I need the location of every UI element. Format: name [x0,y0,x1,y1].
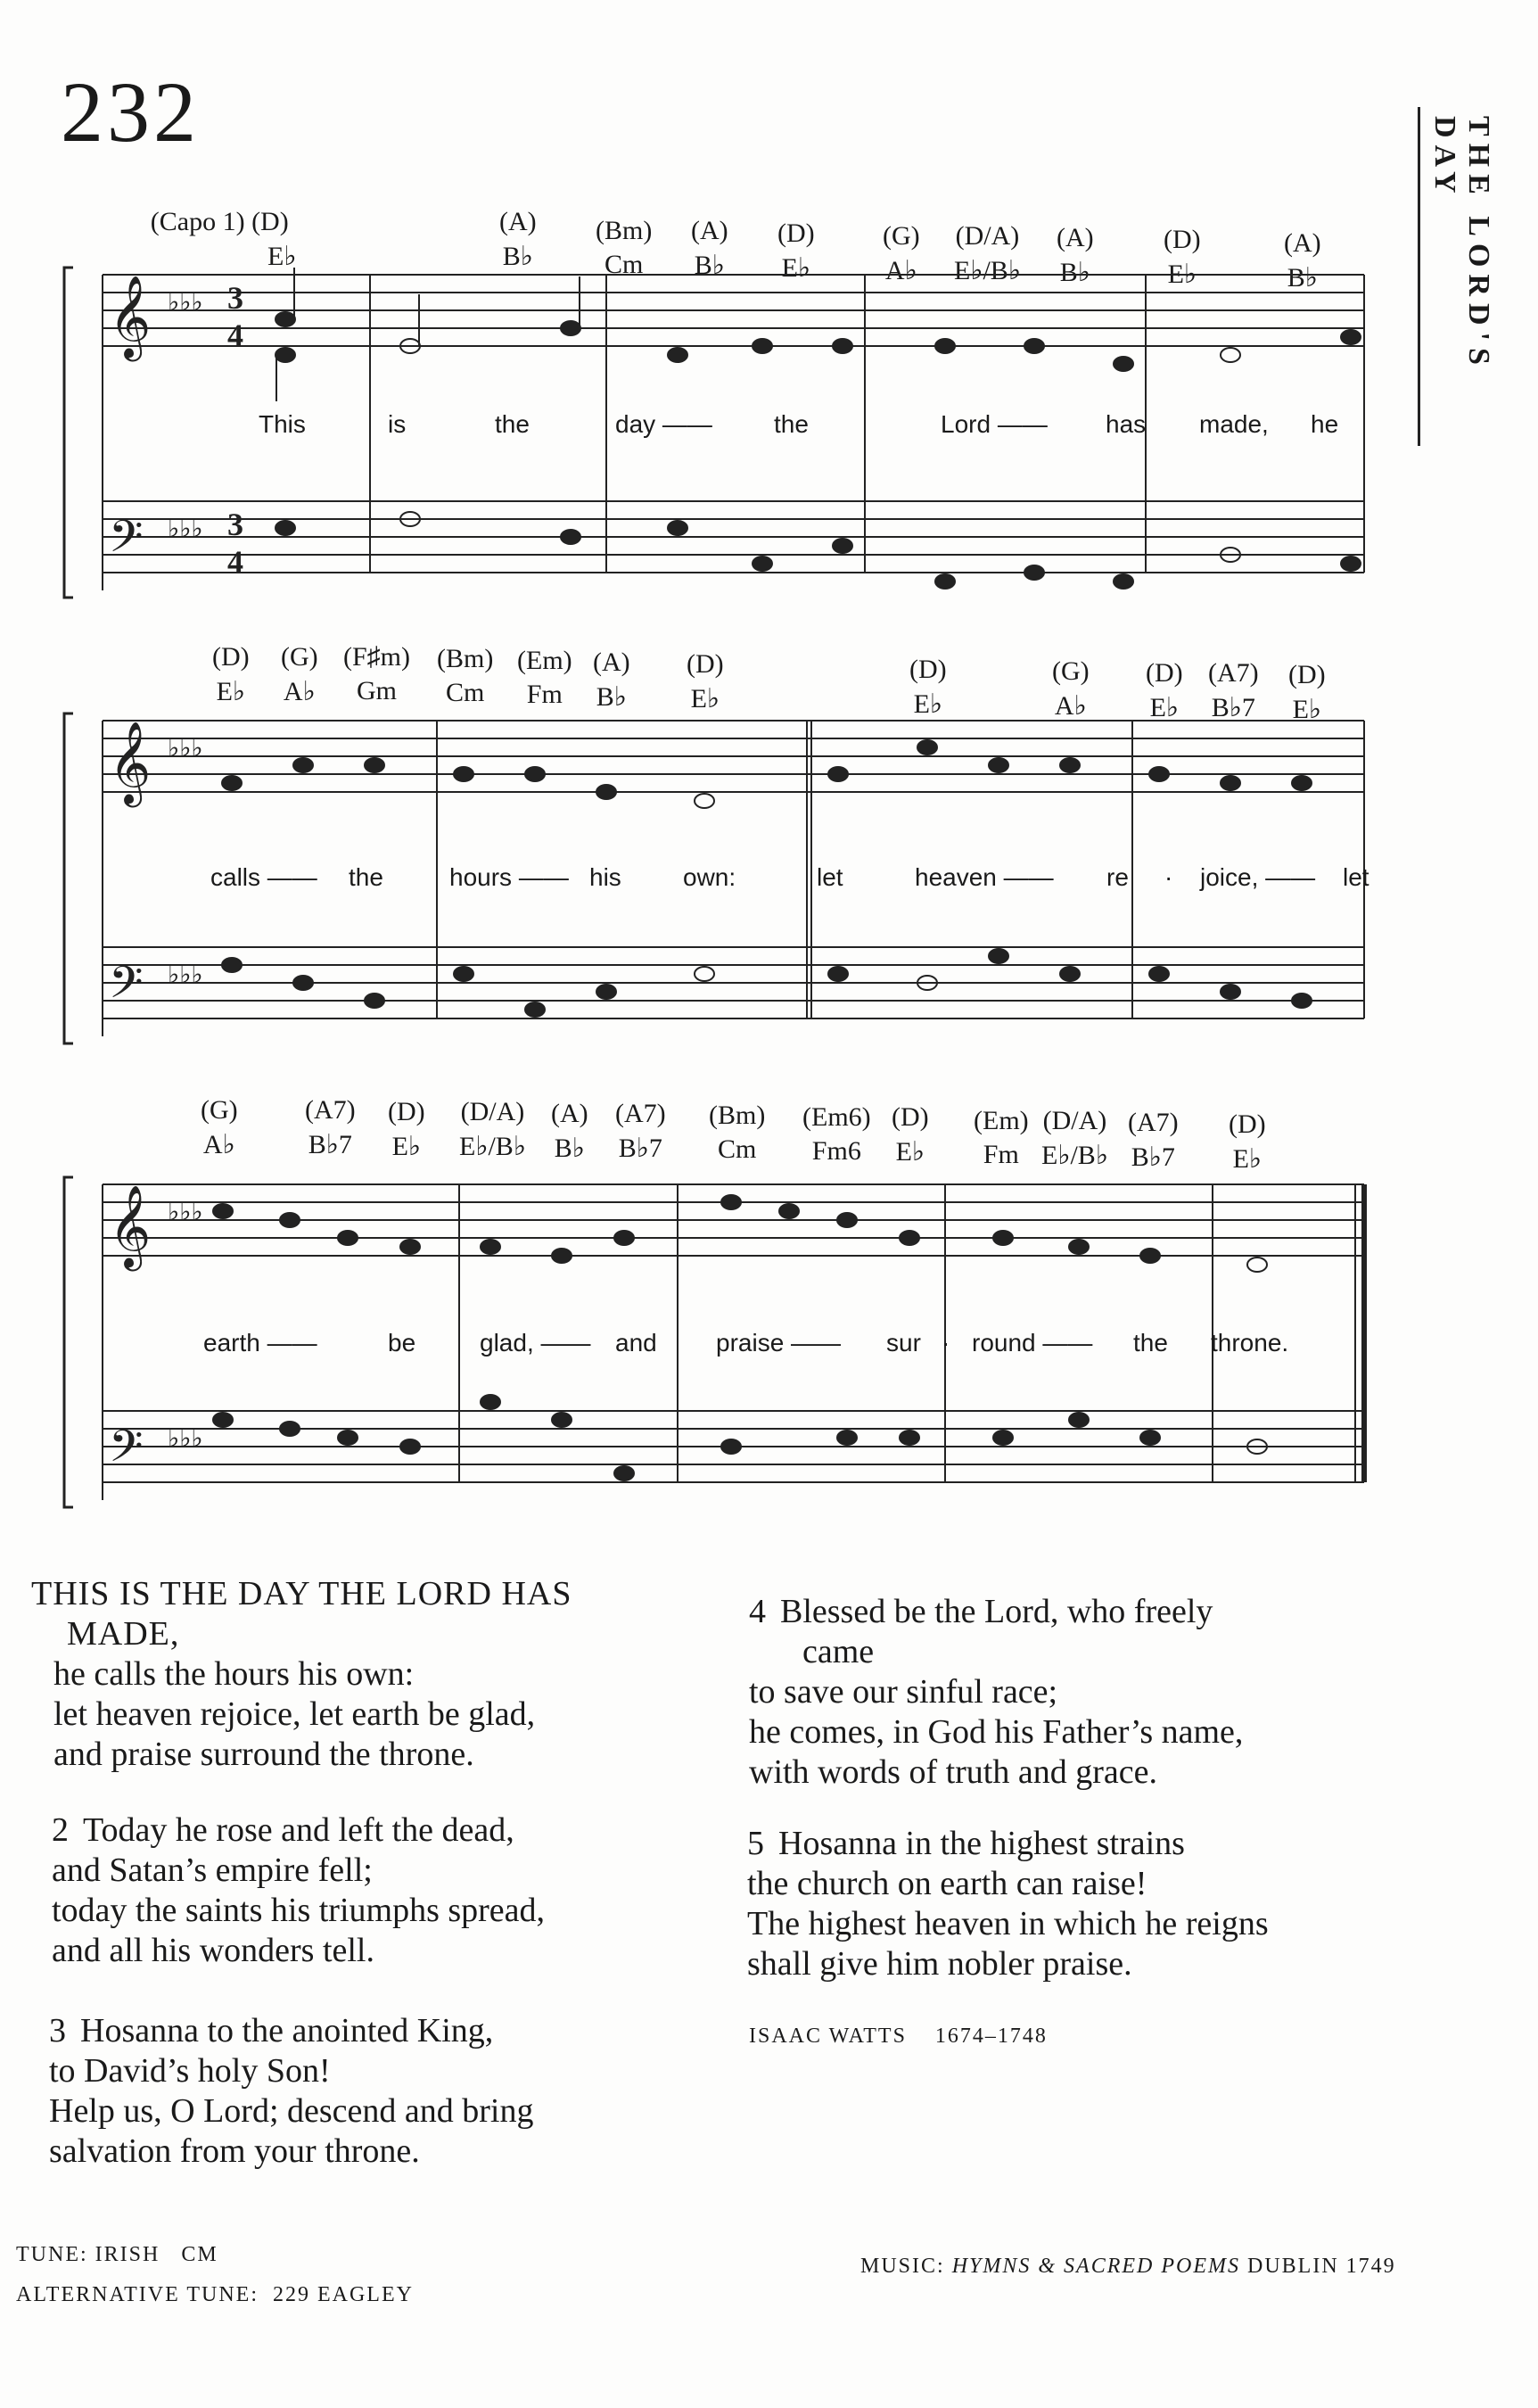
hymn-number: 232 [61,64,200,160]
lyric: This [259,410,306,438]
lyric: let [1343,863,1369,891]
author-dates: 1674–1748 [934,2025,1048,2048]
verse-line: the church on earth can raise! [747,1865,1147,1902]
verse-line: Help us, O Lord; descend and bring [49,2092,534,2130]
verse-line: Today he rose and left the dead, [83,1811,514,1849]
svg-text:♭♭♭: ♭♭♭ [168,1199,203,1226]
lyric: · [942,1329,950,1357]
verse-2 [52,1810,545,1971]
svg-text:♭♭♭: ♭♭♭ [168,515,203,543]
svg-text:4: 4 [227,544,243,580]
lyric: the [495,410,530,438]
chord: (A) B♭ [499,207,537,271]
verse-number: 4 [749,1593,766,1630]
music-prefix: MUSIC: [860,2255,945,2278]
section-tab [1418,107,1495,446]
lyric: joice, —— [1200,863,1316,891]
lyric: be [388,1329,416,1357]
verse-line: came [802,1633,875,1670]
svg-text:♭♭♭: ♭♭♭ [168,1425,203,1453]
chord: (Em) Fm [517,646,572,709]
chord: (G) A♭ [201,1095,238,1159]
music-suffix: DUBLIN 1749 [1247,2255,1396,2278]
lyric: glad, —— [480,1329,591,1357]
chord: (Bm) Cm [709,1101,766,1164]
chord: (A) B♭ [1057,223,1094,287]
chord: (A) B♭ [1284,228,1321,293]
chord: (D) E♭ [777,219,815,283]
lyric: let [817,863,843,891]
chord: (D) E♭ [1164,225,1201,289]
chord: (A) B♭ [551,1099,588,1163]
chord: (D/A) E♭/B♭ [954,221,1021,285]
svg-text:4: 4 [227,317,243,353]
chord: (D) E♭ [687,649,724,713]
author-credit [749,2025,1048,2049]
chord: (Em) Fm [974,1106,1029,1169]
lyric: made, [1199,410,1269,438]
svg-text:𝄞: 𝄞 [109,278,152,357]
chord: (Bm) Cm [437,644,494,707]
chord: (A7) B♭7 [1208,658,1259,722]
lyric: sur [886,1329,921,1357]
lyric: praise —— [716,1329,842,1357]
chord: (D) E♭ [212,642,250,706]
chord: (D) E♭ [1146,658,1183,722]
chord: (G) A♭ [883,221,920,285]
svg-text:3: 3 [227,280,243,316]
staff-notation [53,259,1373,606]
verse-line: MADE, [67,1615,180,1653]
author-name: ISAAC WATTS [749,2025,907,2048]
chord: (A) B♭ [593,647,630,712]
verse-line: today the saints his triumphs spread, [52,1892,546,1929]
lyric: own: [683,863,736,891]
chord: (D/A) E♭/B♭ [459,1097,526,1161]
lyric: hours —— [449,863,569,891]
verse-line: salvation from your throne. [49,2132,420,2170]
verse-line: to David’s holy Son! [49,2052,331,2090]
lyric: and [615,1329,657,1357]
verse-line: and Satan’s empire fell; [52,1851,373,1889]
svg-text:3: 3 [227,507,243,542]
lyric: · [1164,863,1173,891]
chord: (D) E♭ [1288,660,1326,724]
chord: (G) A♭ [281,642,318,706]
music-system-2 [53,705,1373,1061]
verse-line: he comes, in God his Father’s name, [749,1713,1244,1751]
tune-info: TUNE: IRISH CM [16,2243,218,2266]
chord: (G) A♭ [1052,656,1090,721]
verse-line: with words of truth and grace. [749,1753,1157,1791]
music-credit [860,2255,1396,2279]
verse-line: to save our sinful race; [749,1673,1058,1711]
verse-number: 5 [747,1825,764,1862]
verse-number: 2 [52,1811,69,1849]
lyric: is [388,410,407,438]
verse-1 [31,1574,572,1775]
svg-text:♭♭♭: ♭♭♭ [168,961,203,989]
lyric: earth —— [203,1329,317,1357]
verse-line: Blessed be the Lord, who freely [780,1593,1213,1630]
verse-line: he calls the hours his own: [53,1655,415,1693]
lyric: calls —— [210,863,317,891]
verse-first-line: THIS IS THE DAY THE LORD HAS [31,1575,572,1612]
chord: (Em6) Fm6 [802,1102,871,1166]
chord: (D) E♭ [909,655,947,719]
verse-line: let heaven rejoice, let earth be glad, [53,1695,536,1733]
svg-text:𝄢: 𝄢 [109,513,144,572]
lyric: the [774,410,809,438]
lyric: Lord —— [941,410,1048,438]
lyric: throne. [1211,1329,1289,1357]
svg-text:𝄢: 𝄢 [109,959,144,1018]
chord: (D) E♭ [1229,1109,1266,1174]
chord: (A) B♭ [691,216,728,280]
verse-line: and praise surround the throne. [53,1736,474,1773]
verse-4 [749,1592,1243,1793]
music-source: HYMNS & SACRED POEMS [951,2255,1240,2278]
svg-text:𝄞: 𝄞 [109,1188,152,1266]
chord: (A7) B♭7 [305,1095,356,1159]
verse-line: The highest heaven in which he reigns [747,1905,1269,1942]
chord: (F♯m) Gm [343,642,410,705]
chord: (D) E♭ [388,1097,425,1161]
music-system-1 [53,259,1373,606]
lyric: his [589,863,621,891]
lyric: the [1133,1329,1168,1357]
chord: (D/A) E♭/B♭ [1041,1106,1108,1170]
verse-3 [49,2011,534,2172]
lyric: re [1106,863,1129,891]
chord: (A7) B♭7 [615,1099,666,1163]
verse-line: Hosanna in the highest strains [778,1825,1185,1862]
verse-line: shall give him nobler praise. [747,1945,1132,1983]
chord: (D) E♭ [892,1102,929,1167]
chord: (Capo 1) (D) E♭ [150,207,297,271]
verse-line: Hosanna to the anointed King, [80,2012,494,2049]
lyric: he [1311,410,1339,438]
lyric: the [349,863,383,891]
lyric: day —— [615,410,712,438]
lyric: has [1106,410,1147,438]
alternative-tune: ALTERNATIVE TUNE: 229 EAGLEY [16,2283,414,2306]
lyric: heaven —— [915,863,1054,891]
chord: (A7) B♭7 [1128,1108,1179,1172]
section-tab-label: THE LORD'S DAY [1428,116,1495,372]
svg-text:♭♭♭: ♭♭♭ [168,735,203,763]
music-system-3 [53,1168,1373,1525]
svg-text:𝄞: 𝄞 [109,724,152,803]
lyric: round —— [972,1329,1093,1357]
verse-number: 3 [49,2012,66,2049]
chord: (Bm) Cm [596,216,653,279]
verse-5 [747,1824,1269,1984]
svg-text:𝄢: 𝄢 [109,1423,144,1481]
svg-text:♭♭♭: ♭♭♭ [168,289,203,317]
verse-line: and all his wonders tell. [52,1932,374,1969]
